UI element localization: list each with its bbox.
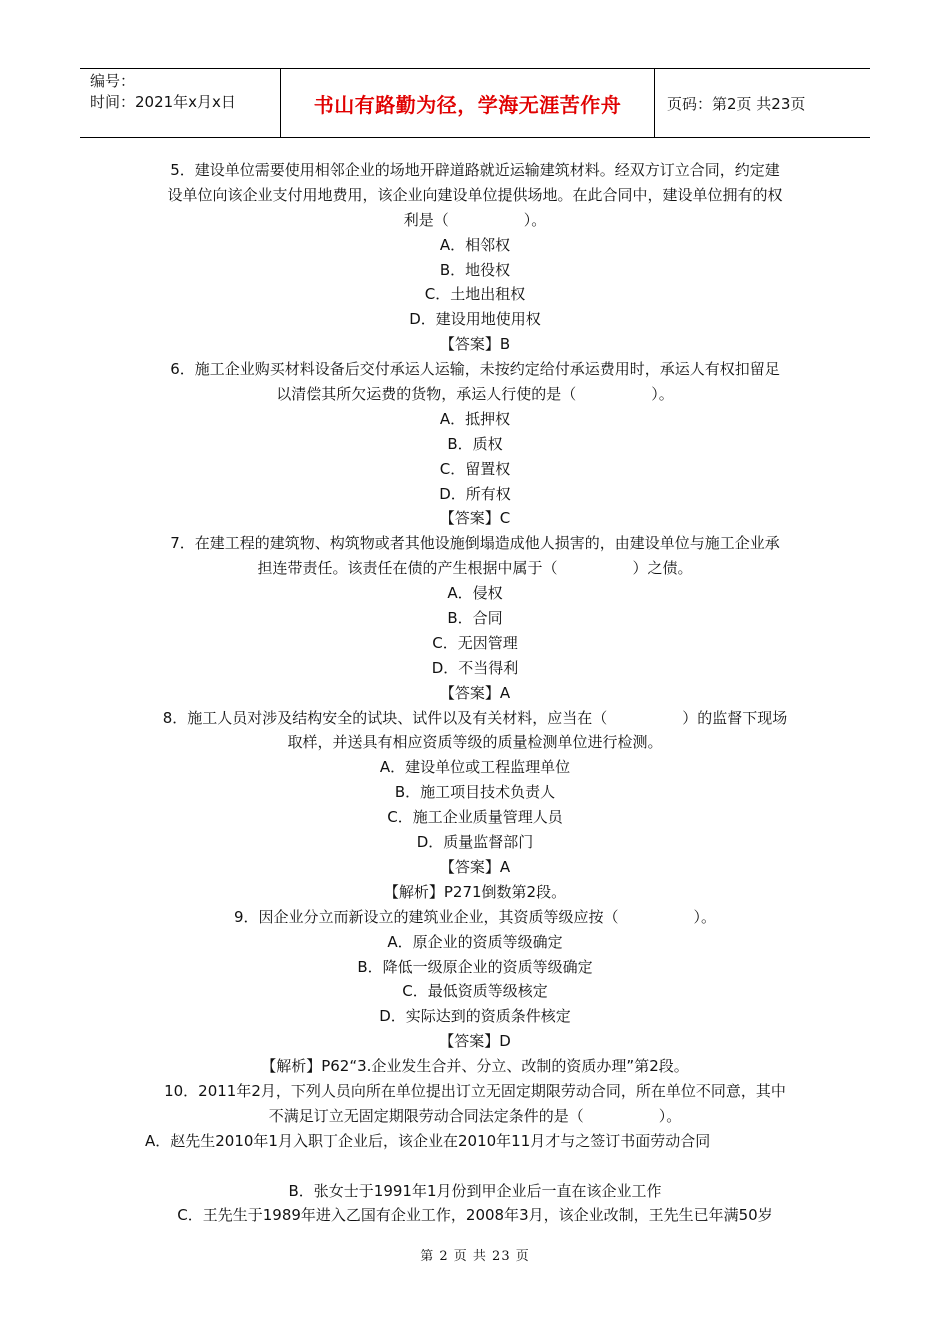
- header-code-label: 编号：: [90, 72, 136, 90]
- body-line: C．土地出租权: [424, 285, 526, 304]
- body-line: 【答案】A: [439, 683, 511, 702]
- body-line: 设单位向该企业支付用地费用，该企业向建设单位提供场地。在此合同中，建设单位拥有的权: [167, 185, 783, 204]
- body-line: 7．在建工程的建筑物、构筑物或者其他设施倒塌造成他人损害的，由建设单位与施工企业承: [170, 534, 780, 553]
- body-line: A．抵押权: [439, 409, 511, 428]
- body-line: D．实际达到的资质条件核定: [379, 1007, 571, 1026]
- body-line: C．施工企业质量管理人员: [387, 808, 563, 827]
- body-line: 5．建设单位需要使用相邻企业的场地开辟道路就近运输建筑材料。经双方订立合同，约定建: [170, 161, 780, 179]
- body-line: C．留置权: [439, 459, 511, 478]
- body-line: B．地役权: [439, 260, 511, 279]
- body-line: A．赵先生2010年1月入职丁企业后，该企业在2010年11月才与之签订书面劳动合同: [145, 1131, 711, 1150]
- body-line: 6．施工企业购买材料设备后交付承运人运输，未按约定给付承运费用时，承运人有权扣留足: [170, 360, 780, 379]
- body-line: B．降低一级原企业的资质等级确定: [357, 957, 593, 976]
- body-line: 不满足订立无固定期限劳动合同法定条件的是（ ）。: [268, 1106, 682, 1125]
- body-line: 10．2011年2月，下列人员向所在单位提出订立无固定期限劳动合同，所在单位不同意，其中: [164, 1081, 786, 1100]
- body-line: 【答案】B: [439, 335, 511, 354]
- body-line: 【答案】D: [439, 1032, 511, 1051]
- body-line: A．侵权: [447, 584, 503, 603]
- body-line: D．所有权: [439, 484, 511, 503]
- body-line: 【答案】C: [439, 509, 511, 528]
- body-line: B．合同: [447, 609, 503, 628]
- body-line: D．不当得利: [431, 658, 519, 677]
- header-date-label: 时间：2021年x月x日: [90, 93, 236, 111]
- body-line: 担连带责任。该责任在债的产生根据中属于（ ）之债。: [257, 559, 693, 578]
- header-motto: 书山有路勤为径，学海无涯苦作舟: [281, 69, 655, 137]
- body-line: A．建设单位或工程监理单位: [379, 758, 571, 777]
- body-line: B．张女士于1991年1月份到甲企业后一直在该企业工作: [288, 1181, 662, 1200]
- body-line: B．质权: [447, 434, 503, 453]
- body-line: D．质量监督部门: [416, 833, 534, 852]
- document-body: [0, 158, 950, 1228]
- body-line: 【答案】A: [439, 857, 511, 876]
- body-line: A．相邻权: [439, 235, 511, 254]
- body-line: 8．施工人员对涉及结构安全的试块、试件以及有关材料，应当在（ ）的监督下现场: [162, 708, 788, 727]
- body-line: A．原企业的资质等级确定: [387, 932, 563, 951]
- body-line: 【解析】P271倒数第2段。: [383, 882, 567, 901]
- body-line: 9．因企业分立而新设立的建筑业企业，其资质等级应按（ ）。: [233, 907, 717, 926]
- body-line: B．施工项目技术负责人: [394, 783, 556, 802]
- blank-line: [0, 1154, 950, 1179]
- header-meta: [80, 69, 281, 137]
- page-footer: 第 2 页 共 23 页: [420, 1249, 530, 1264]
- page-header: [80, 68, 870, 138]
- body-line: C．最低资质等级核定: [402, 982, 548, 1001]
- body-line: 利是（ ）。: [403, 210, 547, 229]
- body-line: C．王先生于1989年进入乙国有企业工作，2008年3月，该企业改制，王先生已年满50岁: [177, 1206, 773, 1225]
- body-line: 取样，并送具有相应资质等级的质量检测单位进行检测。: [287, 733, 663, 752]
- body-line: 以清偿其所欠运费的货物，承运人行使的是（ ）。: [276, 385, 674, 404]
- body-line: 【解析】P62“3.企业发生合并、分立、改制的资质办理”第2段。: [261, 1057, 689, 1076]
- header-page-label: 页码：第2页 共23页: [667, 94, 806, 113]
- body-line: C．无因管理: [432, 633, 518, 652]
- body-line: D．建设用地使用权: [409, 310, 541, 329]
